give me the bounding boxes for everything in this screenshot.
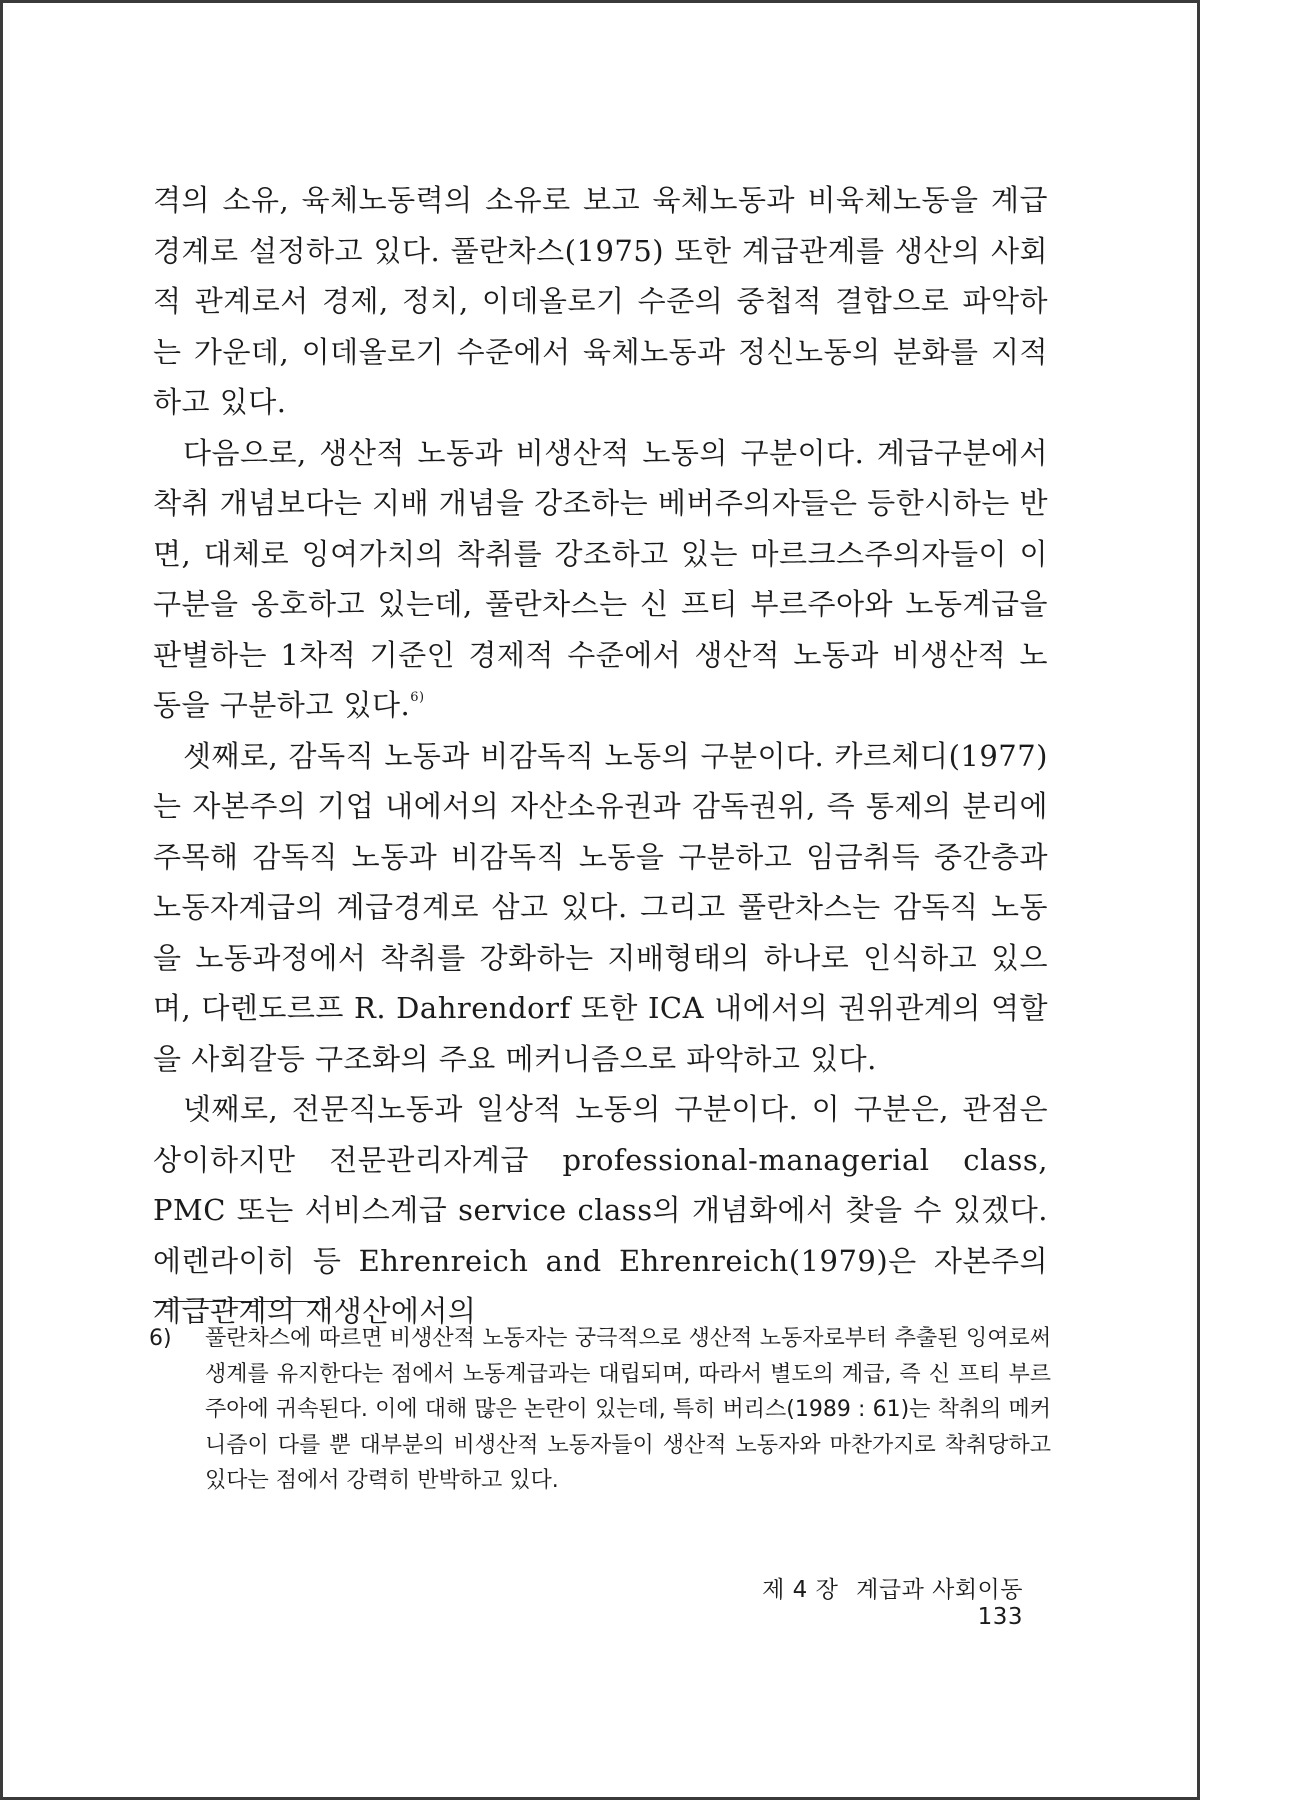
paragraph-1: 격의 소유, 육체노동력의 소유로 보고 육체노동과 비육체노동을 계급경계로 설정하고 있다. 풀란차스(1975) 또한 계급관계를 생산의 사회적 관계로서 경제, 정치, 이데올로기 수준의 중첩적 결합으로 파악하는 가운데, 이데올로기 수준에서 육체노동과 정신노동의 분화를 지적하고 있다. <box>153 183 1048 419</box>
footer-title: 계급과 사회이동 <box>856 1577 1023 1603</box>
footnote-separator <box>153 1301 325 1302</box>
paragraph-2-text: 다음으로, 생산적 노동과 비생산적 노동의 구분이다. 계급구분에서 착취 개념보다는 지배 개념을 강조하는 베버주의자들은 등한시하는 반면, 대체로 잉여가치의 착취를 강조하고 있는 마르크스주의자들이 이 구분을 옹호하고 있는데, 풀란차스는 신 프티 부르주아와 노동계급을 판별하는 1차적 기준인 경제적 수준에서 생산적 노동과 비생산적 노동을 구분하고 있다. <box>153 435 1048 722</box>
paragraph-3: 셋째로, 감독직 노동과 비감독직 노동의 구분이다. 카르체디(1977)는 자본주의 기업 내에서의 자산소유권과 감독권위, 즉 통제의 분리에 주목해 감독직 노동과 비감독직 노동을 구분하고 임금취득 중간층과 노동자계급의 계급경계로 삼고 있다. 그리고 풀란차스는 감독직 노동을 노동과정에서 착취를 강화하는 지배형태의 하나로 인식하고 있으며, 다렌도르프 R. Dahrendorf 또한 ICA 내에서의 권위관계의 역할을 사회갈등 구조화의 주요 메커니즘으로 파악하고 있다. <box>153 738 1048 1076</box>
footnote <box>149 1321 1051 1499</box>
footnote-marker[interactable]: 6) <box>410 690 425 705</box>
book-page-edge <box>1196 0 1311 1806</box>
footnote-body <box>149 1321 1051 1499</box>
footer-chapter: 제 4 장 <box>762 1577 839 1603</box>
footnote-number: 6) <box>149 1326 172 1351</box>
body-text <box>153 175 1048 1337</box>
page-number: 133 <box>977 1604 1023 1630</box>
paragraph-4: 넷째로, 전문직노동과 일상적 노동의 구분이다. 이 구분은, 관점은 상이하지만 전문관리자계급 professional-managerial class, PMC 또는 서비스계급 service class의 개념화에서 찾을 수 있겠다. 에렌라이히 등 Ehrenreich and Ehrenreich(1979)은 자본주의 계급관계의 재생산에서의 <box>153 1092 1048 1328</box>
running-footer <box>703 1571 1023 1630</box>
footnote-text: 풀란차스에 따르면 비생산적 노동자는 궁극적으로 생산적 노동자로부터 추출된 잉여로써 생계를 유지한다는 점에서 노동계급과는 대립되며, 따라서 별도의 계급, 즉 신 프티 부르주아에 귀속된다. 이에 대해 많은 논란이 있는데, 특히 버리스(1989 : 61)는 착취의 메커니즘이 다를 뿐 대부분의 비생산적 노동자들이 생산적 노동자와 마찬가지로 착취당하고 있다는 점에서 강력히 반박하고 있다. <box>205 1326 1051 1493</box>
paragraph-2 <box>153 428 1048 731</box>
